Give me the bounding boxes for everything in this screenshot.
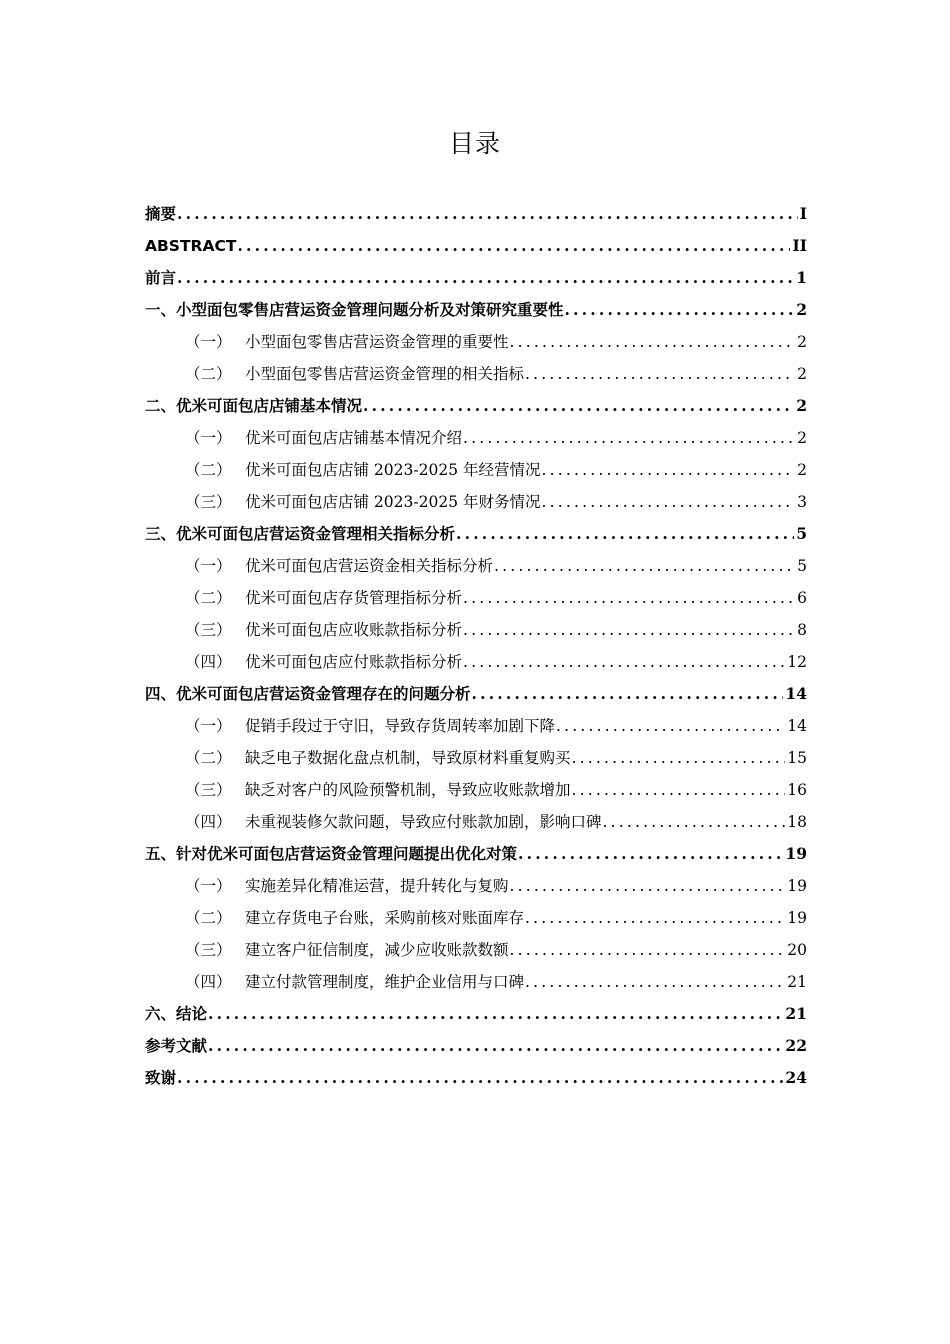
toc-entry-label: 一、小型面包零售店营运资金管理问题分析及对策研究重要性 — [145, 301, 564, 319]
toc-dot-leader — [542, 486, 796, 518]
toc-dot-leader — [237, 230, 790, 262]
toc-entry-page-number: 14 — [787, 717, 807, 735]
toc-entry-label: 优米可面包店店铺基本情况介绍 — [245, 429, 463, 447]
toc-entry[interactable] — [145, 1030, 807, 1062]
toc-entry-page-number: 2 — [796, 300, 807, 319]
toc-entry[interactable] — [145, 518, 807, 550]
toc-dot-leader — [463, 582, 795, 614]
toc-entry[interactable] — [145, 582, 807, 614]
toc-entry-number: （一） — [185, 877, 232, 895]
toc-dot-leader — [463, 614, 795, 646]
toc-entry-page-number: 8 — [797, 621, 807, 639]
toc-dot-leader — [565, 294, 795, 326]
toc-entry-page-number: 18 — [787, 813, 807, 831]
toc-entry-number: （三） — [185, 621, 232, 639]
toc-entry[interactable] — [145, 326, 807, 358]
toc-entry-number: （一） — [185, 333, 232, 351]
toc-entry-label: 四、优米可面包店营运资金管理存在的问题分析 — [145, 685, 471, 703]
toc-entry[interactable] — [145, 806, 807, 838]
toc-entry-label: 致谢 — [145, 1069, 177, 1087]
toc-entry-number: （二） — [185, 365, 232, 383]
toc-dot-leader — [542, 454, 796, 486]
toc-entry-number: （三） — [185, 781, 232, 799]
toc-entry[interactable] — [145, 646, 807, 678]
toc-title: 目录 — [448, 129, 501, 158]
toc-entry-label: 优米可面包店存货管理指标分析 — [245, 589, 463, 607]
toc-entry-number: （三） — [185, 941, 232, 959]
toc-entry[interactable] — [145, 966, 807, 998]
toc-entry-label: 五、针对优米可面包店营运资金管理问题提出优化对策 — [145, 845, 518, 863]
toc-dot-leader — [177, 198, 798, 230]
toc-entry-label: 三、优米可面包店营运资金管理相关指标分析 — [145, 525, 456, 543]
toc-dot-leader — [510, 326, 796, 358]
toc-entry-label: 缺乏对客户的风险预警机制，导致应收账款增加 — [245, 781, 571, 799]
toc-entry-number: （三） — [185, 493, 232, 511]
toc-entry[interactable] — [145, 742, 807, 774]
toc-entry-number: （二） — [185, 749, 232, 767]
toc-entry-page-number: 21 — [785, 1004, 807, 1023]
toc-dot-leader — [463, 646, 785, 678]
toc-entry[interactable] — [145, 934, 807, 966]
toc-entry-page-number: 1 — [796, 268, 807, 287]
toc-entry[interactable] — [145, 710, 807, 742]
toc-entry-page-number: 22 — [785, 1036, 807, 1055]
toc-dot-leader — [556, 710, 785, 742]
toc-entry-page-number: 3 — [797, 493, 807, 511]
toc-entry[interactable] — [145, 870, 807, 902]
toc-entry[interactable] — [145, 902, 807, 934]
toc-entry-page-number: 2 — [797, 333, 807, 351]
toc-dot-leader — [525, 358, 795, 390]
toc-dot-leader — [572, 774, 786, 806]
toc-entry[interactable] — [145, 838, 807, 870]
toc-entry-page-number: 5 — [796, 524, 807, 543]
toc-dot-leader — [177, 1062, 783, 1094]
toc-dot-leader — [472, 678, 784, 710]
toc-entry[interactable] — [145, 1062, 807, 1094]
toc-dot-leader — [363, 390, 794, 422]
toc-entry-label: 优米可面包店应收账款指标分析 — [245, 621, 463, 639]
toc-entry-number: （四） — [185, 653, 232, 671]
toc-entry[interactable] — [145, 230, 807, 262]
toc-entry-label: 前言 — [145, 269, 177, 287]
toc-entry[interactable] — [145, 998, 807, 1030]
toc-entry-number: （一） — [185, 717, 232, 735]
toc-entry-page-number: 19 — [787, 877, 807, 895]
toc-entry-page-number: 15 — [787, 749, 807, 767]
toc-dot-leader — [518, 838, 783, 870]
toc-entry-label: 小型面包零售店营运资金管理的相关指标 — [245, 365, 525, 383]
toc-entry[interactable] — [145, 550, 807, 582]
toc-entry-page-number: 2 — [797, 461, 807, 479]
toc-entry[interactable] — [145, 486, 807, 518]
toc-entry-number: （二） — [185, 909, 232, 927]
toc-entry-page-number: 14 — [785, 684, 807, 703]
toc-dot-leader — [494, 550, 795, 582]
toc-entry[interactable] — [145, 358, 807, 390]
toc-dot-leader — [208, 1030, 783, 1062]
toc-entry-label: 优米可面包店店铺 2023-2025 年经营情况 — [245, 461, 541, 479]
toc-entry-label: 优米可面包店店铺 2023-2025 年财务情况 — [245, 493, 541, 511]
toc-entry[interactable] — [145, 774, 807, 806]
toc-entry-label: 缺乏电子数据化盘点机制，导致原材料重复购买 — [245, 749, 571, 767]
toc-entry-number: （一） — [185, 557, 232, 575]
toc-entry-label: 优米可面包店营运资金相关指标分析 — [245, 557, 494, 575]
toc-dot-leader — [456, 518, 794, 550]
toc-entry-page-number: 2 — [797, 429, 807, 447]
toc-entry[interactable] — [145, 614, 807, 646]
toc-dot-leader — [510, 870, 786, 902]
toc-entry-page-number: 16 — [787, 781, 807, 799]
toc-entry-page-number: 2 — [796, 396, 807, 415]
toc-dot-leader — [463, 422, 795, 454]
toc-entry-page-number: 5 — [797, 557, 807, 575]
toc-entry-number: （四） — [185, 813, 232, 831]
toc-dot-leader — [603, 806, 786, 838]
toc-entry-page-number: 6 — [797, 589, 807, 607]
toc-entry-page-number: 21 — [787, 973, 807, 991]
toc-dot-leader — [525, 902, 785, 934]
toc-entry-page-number: 12 — [787, 653, 807, 671]
toc-dot-leader — [525, 966, 785, 998]
toc-entry-label: 优米可面包店应付账款指标分析 — [245, 653, 463, 671]
toc-dot-leader — [177, 262, 794, 294]
toc-entry-label: 参考文献 — [145, 1037, 208, 1055]
toc-entry[interactable] — [145, 454, 807, 486]
toc-entry-number: （四） — [185, 973, 232, 991]
toc-entry-label: 摘要 — [145, 205, 177, 223]
toc-entry-page-number: 24 — [785, 1068, 807, 1087]
toc-entry-label: 建立付款管理制度，维护企业信用与口碑 — [245, 973, 525, 991]
toc-entry[interactable] — [145, 294, 807, 326]
toc-entry-label: 实施差异化精准运营，提升转化与复购 — [245, 877, 509, 895]
toc-entry-label: 促销手段过于守旧，导致存货周转率加剧下降 — [245, 717, 556, 735]
toc-entry-page-number: 19 — [787, 909, 807, 927]
toc-entry-number: （二） — [185, 589, 232, 607]
toc-entry-page-number: 2 — [797, 365, 807, 383]
toc-entry[interactable] — [145, 422, 807, 454]
toc-dot-leader — [208, 998, 783, 1030]
toc-dot-leader — [572, 742, 786, 774]
toc-entry[interactable] — [145, 390, 807, 422]
toc-entry-page-number: I — [799, 204, 807, 223]
toc-entry-page-number: 20 — [787, 941, 807, 959]
toc-entry-label: 建立存货电子台账，采购前核对账面库存 — [245, 909, 525, 927]
toc-dot-leader — [510, 934, 786, 966]
toc-entry[interactable] — [145, 262, 807, 294]
toc-entry-number: （二） — [185, 461, 232, 479]
toc-entry-label: 六、结论 — [145, 1005, 208, 1023]
toc-entry[interactable] — [145, 678, 807, 710]
toc-entry-label: ABSTRACT — [145, 237, 237, 255]
toc-entry-label: 二、优米可面包店店铺基本情况 — [145, 397, 363, 415]
toc-entry-label: 建立客户征信制度，减少应收账款数额 — [245, 941, 509, 959]
toc-entry-label: 小型面包零售店营运资金管理的重要性 — [245, 333, 509, 351]
table-of-contents — [145, 198, 807, 1094]
toc-entry[interactable] — [145, 198, 807, 230]
toc-entry-page-number: II — [792, 236, 807, 255]
toc-entry-page-number: 19 — [785, 844, 807, 863]
toc-entry-number: （一） — [185, 429, 232, 447]
toc-entry-label: 未重视装修欠款问题，导致应付账款加剧，影响口碑 — [245, 813, 602, 831]
